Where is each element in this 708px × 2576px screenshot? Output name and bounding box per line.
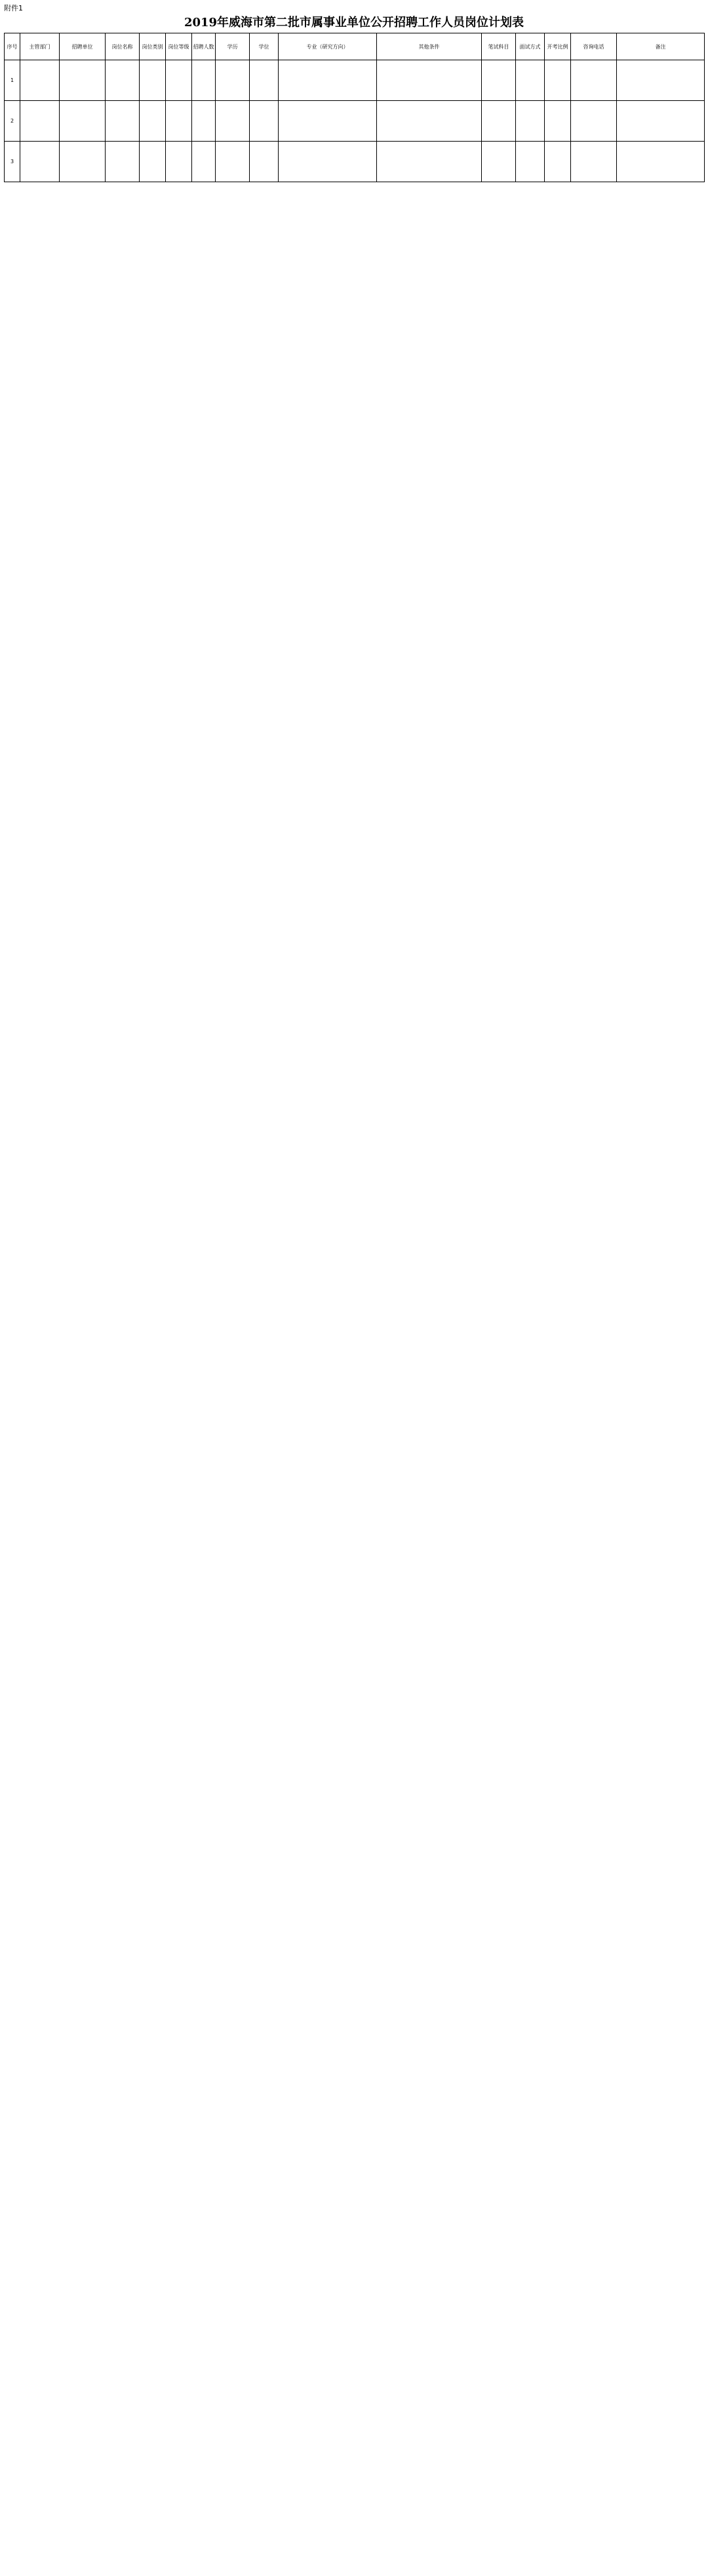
column-header: 主管部门 [20,33,60,60]
cell-post [106,101,140,142]
cell-post [106,142,140,182]
table-row [5,60,705,101]
cell-unit [60,142,106,182]
cell-level [166,101,192,142]
position-table [4,33,705,182]
cell-post [106,60,140,101]
cell-other [377,142,482,182]
cell-category [140,101,166,142]
cell-phone [571,101,617,142]
cell-ratio [545,60,571,101]
column-header: 招聘人数 [192,33,216,60]
cell-count [192,142,216,182]
cell-phone [571,142,617,182]
cell-phone [571,60,617,101]
table-body [5,60,705,182]
cell-no: 2 [5,101,20,142]
cell-count [192,101,216,142]
table-row [5,142,705,182]
column-header: 备注 [617,33,705,60]
page-title: 2019年威海市第二批市属事业单位公开招聘工作人员岗位计划表 [184,16,524,29]
column-header: 序号 [5,33,20,60]
cell-edu [216,142,250,182]
cell-no: 3 [5,142,20,182]
column-header: 开考比例 [545,33,571,60]
attachment-label: 附件1 [4,4,23,12]
cell-no: 1 [5,60,20,101]
cell-major [279,142,377,182]
cell-major [279,60,377,101]
cell-level [166,142,192,182]
table-row [5,101,705,142]
cell-interview [516,142,545,182]
cell-note [617,101,705,142]
cell-dept [20,60,60,101]
cell-exam [482,60,516,101]
cell-degree [250,101,279,142]
column-header: 学历 [216,33,250,60]
cell-count [192,60,216,101]
column-header: 专业（研究方向） [279,33,377,60]
cell-edu [216,60,250,101]
column-header: 笔试科目 [482,33,516,60]
cell-unit [60,101,106,142]
cell-note [617,60,705,101]
cell-ratio [545,101,571,142]
column-header: 岗位等级 [166,33,192,60]
cell-major [279,101,377,142]
cell-level [166,60,192,101]
cell-other [377,101,482,142]
cell-degree [250,142,279,182]
table-header-row [5,33,705,60]
cell-category [140,60,166,101]
cell-unit [60,60,106,101]
column-header: 面试方式 [516,33,545,60]
column-header: 其他条件 [377,33,482,60]
cell-edu [216,101,250,142]
column-header: 岗位类别 [140,33,166,60]
cell-ratio [545,142,571,182]
cell-degree [250,60,279,101]
column-header: 招聘单位 [60,33,106,60]
cell-other [377,60,482,101]
cell-exam [482,142,516,182]
cell-dept [20,101,60,142]
cell-interview [516,60,545,101]
column-header: 学位 [250,33,279,60]
column-header: 岗位名称 [106,33,140,60]
column-header: 咨询电话 [571,33,617,60]
cell-interview [516,101,545,142]
cell-note [617,142,705,182]
cell-dept [20,142,60,182]
cell-category [140,142,166,182]
cell-exam [482,101,516,142]
